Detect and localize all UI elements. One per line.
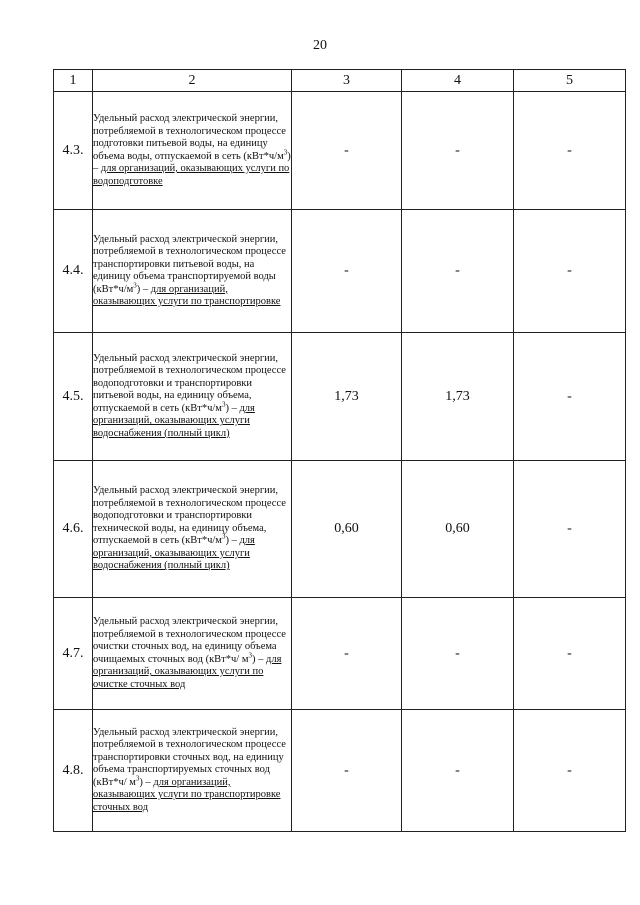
header-cell-5: 5 bbox=[514, 70, 626, 92]
row-value-col3: - bbox=[292, 92, 402, 210]
row-number: 4.8. bbox=[54, 710, 93, 832]
row-description: Удельный расход электрической энергии, потребляемой в технологическом процессе транспортировки сточных вод, на единицу объема транспортируемых сточных вод (кВт*ч/ $м^3$) – для организаций, оказывающих услуги по транспортировке сточных вод bbox=[93, 710, 292, 832]
row-value-col4: - bbox=[402, 710, 514, 832]
table-row bbox=[54, 333, 626, 461]
row-number: 4.3. bbox=[54, 92, 93, 210]
row-number: 4.7. bbox=[54, 598, 93, 710]
row-description: Удельный расход электрической энергии, потребляемой в технологическом процессе водоподготовки и транспортировки технической воды, на единицу объема, отпускаемой в сеть $(кВт*ч/м^3)$ – для организаций, оказывающих услуги водоснабжения (полный цикл) bbox=[93, 461, 292, 598]
row-value-col4: 0,60 bbox=[402, 461, 514, 598]
row-value-col4: - bbox=[402, 92, 514, 210]
row-description: Удельный расход электрической энергии, потребляемой в технологическом процессе очистки сточных вод, на единицу объема очищаемых сточных вод (кВт*ч/ $м^3$) – для организаций, оказывающих услуги по очистке сточных вод bbox=[93, 598, 292, 710]
row-number: 4.4. bbox=[54, 210, 93, 333]
table-row bbox=[54, 92, 626, 210]
row-value-col3: - bbox=[292, 210, 402, 333]
table-row bbox=[54, 710, 626, 832]
row-value-col4: - bbox=[402, 598, 514, 710]
row-value-col5: - bbox=[514, 210, 626, 333]
header-cell-1: 1 bbox=[54, 70, 93, 92]
row-description: Удельный расход электрической энергии, потребляемой в технологическом процессе подготовки питьевой воды, на единицу объема воды, отпускаемой в сеть $(кВт*ч/м^3)$ – для организаций, оказывающих услуги по водоподготовке bbox=[93, 92, 292, 210]
row-value-col5: - bbox=[514, 92, 626, 210]
table-row bbox=[54, 461, 626, 598]
table-row bbox=[54, 210, 626, 333]
row-value-col5: - bbox=[514, 710, 626, 832]
row-description: Удельный расход электрической энергии, потребляемой в технологическом процессе транспортировки питьевой воды, на единицу объема транспортируемой воды $(кВт*ч/м^3)$ – для организаций, оказывающих услуги по транспортировке bbox=[93, 210, 292, 333]
header-cell-3: 3 bbox=[292, 70, 402, 92]
row-value-col3: - bbox=[292, 598, 402, 710]
table-header-row bbox=[54, 70, 626, 92]
row-value-col3: 1,73 bbox=[292, 333, 402, 461]
row-value-col5: - bbox=[514, 333, 626, 461]
row-number: 4.5. bbox=[54, 333, 93, 461]
row-value-col3: - bbox=[292, 710, 402, 832]
row-value-col4: - bbox=[402, 210, 514, 333]
row-number: 4.6. bbox=[54, 461, 93, 598]
table-row bbox=[54, 598, 626, 710]
indicator-table bbox=[53, 69, 626, 832]
row-value-col5: - bbox=[514, 461, 626, 598]
header-cell-2: 2 bbox=[93, 70, 292, 92]
row-value-col5: - bbox=[514, 598, 626, 710]
row-description: Удельный расход электрической энергии, потребляемой в технологическом процессе водоподготовки и транспортировки питьевой воды, на единицу объема, отпускаемой в сеть $(кВт*ч/м^3)$ – для организаций, оказывающих услуги водоснабжения (полный цикл) bbox=[93, 333, 292, 461]
row-value-col4: 1,73 bbox=[402, 333, 514, 461]
page-number: 20 bbox=[313, 38, 327, 53]
header-cell-4: 4 bbox=[402, 70, 514, 92]
row-value-col3: 0,60 bbox=[292, 461, 402, 598]
